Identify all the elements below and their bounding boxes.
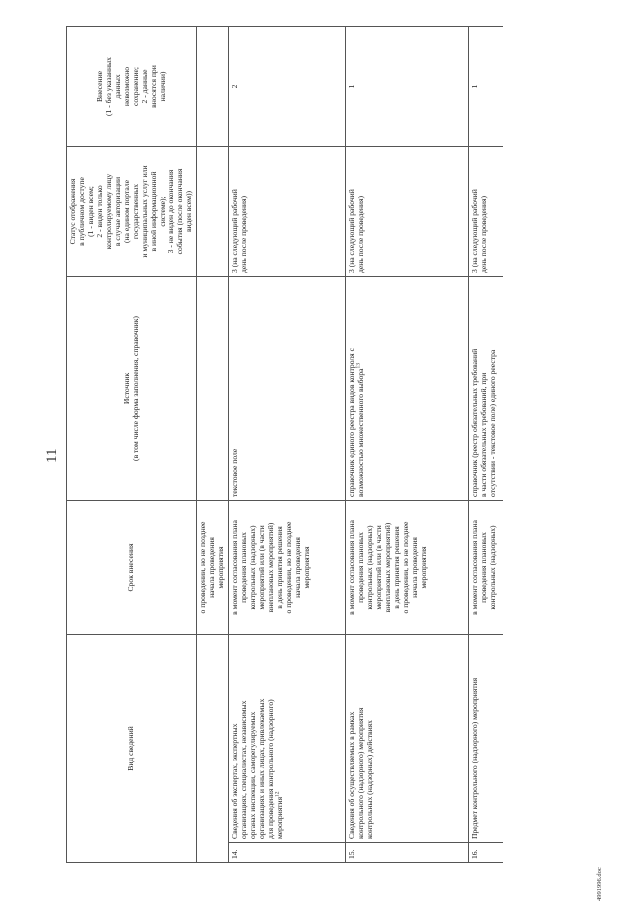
row-kind: Предмет контрольного (надзорного) мероприятия (469, 635, 504, 843)
header-deadline: Срок внесения (67, 501, 197, 635)
continuation-deadline: о проведении, но не позднее начала проведения мероприятия (197, 501, 229, 635)
row-source: справочник единого реестра видов контроля с возможностью множественного выбора$^{13}$ (346, 277, 469, 501)
document-reference: 4991996.doc (596, 867, 603, 901)
row-deadline: в момент согласования плана проведения плановых контрольных (надзорных) мероприятий или (в части внеплановых мероприятий) в день принятия решения о проведении, но не позднее начала проведения мероприятия (346, 501, 469, 635)
continuation-row (197, 27, 229, 863)
row-status: 3 (на следующий рабочий день после проведения) (229, 147, 346, 277)
row-source: справочник (реестр обязательных требований в части обязательных требований, при отсутствии - текстовое поле) единого реестра (469, 277, 504, 501)
table-row (229, 27, 346, 863)
row-kind: Сведения об экспертах, экспертных организациях, специалистах, независимых органах инспекции, саморегулируемых организациях и иных лицах, привлекаемых для проведения контрольного (надзорного) мероприятия$^{12}$ (229, 635, 346, 843)
row-entry: 1 (469, 27, 504, 147)
header-source: Источник (в том числе форма заполнения, справочник) (67, 277, 197, 501)
row-deadline: в момент согласования плана проведения плановых контрольных (надзорных) (469, 501, 504, 635)
header-row (67, 27, 197, 863)
table-row (346, 27, 469, 863)
table-row (469, 27, 504, 863)
row-source: текстовое поле (229, 277, 346, 501)
row-entry: 2 (229, 27, 346, 147)
registry-table (66, 26, 503, 863)
row-kind: Сведения об осуществляемых в рамках контрольного (надзорного) мероприятия контрольных (надзорных) действиях (346, 635, 469, 843)
row-number: 14. (229, 843, 346, 863)
header-entry: Внесение (1 - без указанных данных невозможно сохранение; 2 - данные вносятся при наличии) (67, 27, 197, 147)
row-deadline: в момент согласования плана проведения плановых контрольных (надзорных) мероприятий или (в части внеплановых мероприятий) в день принятия решения о проведении, но не позднее начала проведения мероприятия (229, 501, 346, 635)
row-status: 3 (на следующий рабочий день после проведения) (469, 147, 504, 277)
header-status: Статус отображения в публичном доступе (1 - виден всем; 2 - виден только контролируемому лицу в случае авторизации (на едином портале государственных и муниципальных услуг или в иной информационной системе); 3 - не виден до окончания события (после окончания виден всем)) (67, 147, 197, 277)
row-number: 15. (346, 843, 469, 863)
row-number: 16. (469, 843, 504, 863)
row-status: 3 (на следующий рабочий день после проведения) (346, 147, 469, 277)
row-entry: 1 (346, 27, 469, 147)
header-kind: Вид сведений (67, 635, 197, 863)
page-number: 11 (44, 448, 60, 463)
